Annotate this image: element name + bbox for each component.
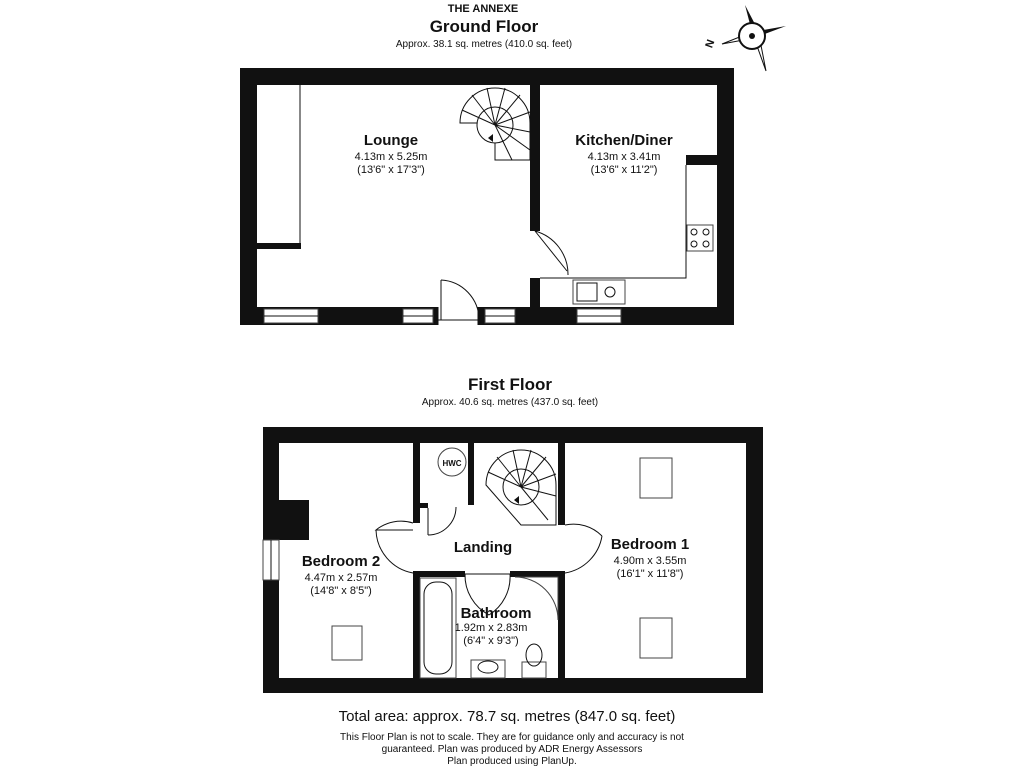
lounge-metric: 4.13m x 5.25m [354, 151, 428, 163]
bathroom-metric: 1.92m x 2.83m [454, 622, 528, 634]
bedroom2-metric: 4.47m x 2.57m [304, 572, 378, 584]
compass-icon [722, 5, 786, 71]
compass-north-label: N [703, 38, 718, 50]
ground-floor-area: Approx. 38.1 sq. metres (410.0 sq. feet) [395, 39, 573, 50]
first-floor-area: Approx. 40.6 sq. metres (437.0 sq. feet) [421, 397, 599, 408]
total-area: Total area: approx. 78.7 sq. metres (847.0 sq. feet) [338, 708, 676, 725]
landing-name: Landing [453, 539, 513, 556]
first-floor-title: First Floor [467, 375, 553, 394]
bedroom1-imperial: (16'1" x 11'8") [616, 568, 684, 580]
bedroom1-metric: 4.90m x 3.55m [613, 555, 687, 567]
landing-spiral-stair-icon [486, 450, 556, 525]
kitchen-imperial: (13'6" x 11'2") [590, 164, 658, 176]
disclaimer-line-3: Plan produced using PlanUp. [447, 756, 577, 767]
property-name: THE ANNEXE [447, 3, 519, 15]
disclaimer-line-2: guaranteed. Plan was produced by ADR Energy Assessors [381, 744, 643, 755]
bedroom2-imperial: (14'8" x 8'5") [310, 585, 372, 597]
bathroom-imperial: (6'4" x 9'3") [463, 635, 519, 647]
ground-floor-plan [240, 68, 734, 325]
bathroom-name: Bathroom [460, 605, 532, 622]
ground-floor-title: Ground Floor [429, 17, 539, 36]
kitchen-metric: 4.13m x 3.41m [587, 151, 661, 163]
lounge-imperial: (13'6" x 17'3") [357, 164, 425, 176]
bedroom1-name: Bedroom 1 [610, 536, 690, 553]
bedroom2-name: Bedroom 2 [301, 553, 381, 570]
spiral-stair-icon [460, 88, 530, 160]
hwc-label: HWC [442, 459, 462, 468]
disclaimer-line-1: This Floor Plan is not to scale. They are for guidance only and accuracy is not [340, 732, 684, 743]
kitchen-name: Kitchen/Diner [575, 132, 673, 149]
lounge-name: Lounge [363, 132, 419, 149]
